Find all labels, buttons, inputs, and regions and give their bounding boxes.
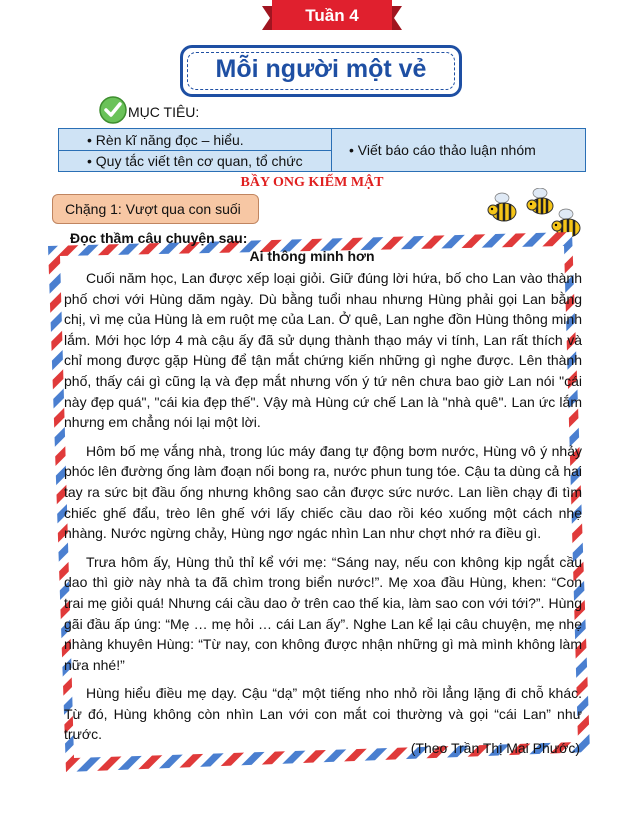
lesson-title-box [180,45,462,97]
game-title: BẦY ONG KIẾM MẬT [240,175,384,190]
objectives-label: MỤC TIÊU: [128,104,200,120]
story-title: Ai thông minh hơn [249,248,375,264]
checkmark-icon [98,95,128,125]
objective-item: • Quy tắc viết tên cơ quan, tổ chức [87,153,303,169]
week-label: Tuần 4 [305,6,359,25]
story-paragraph: Trưa hôm ấy, Hùng thủ thỉ kể với mẹ: “Sáng nay, nếu con không kịp ngắt cầu dao thì giờ này nhà ta đã chìm trong biển nước!”. Mẹ xoa đầu Hùng, khen: “Con trai mẹ giỏi quá! Nhưng cái cầu dao ở trên cao thế kia, làm sao con với tới?”. Hùng gãi đầu ấp úng: “Mẹ … mẹ hỏi … cái Lan ấy”. Nghe Lan kể lại câu chuyện, mẹ nhẹ nhàng khuyên Hùng: “Từ nay, con không được nhận những gì mà mình không làm nữa nhé!” [64,553,582,673]
reading-instruction: Đọc thầm câu chuyện sau: [70,230,248,246]
bee-icon [488,193,516,221]
week-ribbon [262,0,402,34]
story-paragraph: Cuối năm học, Lan được xếp loại giỏi. Giữ đúng lời hứa, bố cho Lan vào thành phố chơi với Hùng dăm ngày. Dù bằng tuổi nhau nhưng Hùng phải gọi Lan bằng chị, vì mẹ của Hùng là em ruột mẹ của Lan. Ở quê, Lan nghe đồn Hùng thông minh lắm. Mới học lớp 4 mà cậu ấy đã sử dụng thành thạo máy vi tính, Lan rất thích và chỉ mong được gặp Hùng để tận mắt chứng kiến những gì nghe được. Lên thành phố, thấy cái gì cũng lạ và đẹp mắt nhưng vốn ý tứ nên chưa bao giờ Lan nói "cái này đẹp quá", "cái kia đẹp thế". Vậy mà Hùng cứ chế Lan là "nhà quê". Lan ức lắm nhưng em chẳng nói lại một lời. [64,270,582,431]
story-source: (Theo Trần Thị Mai Phước) [410,740,580,756]
objectives-table [58,128,586,172]
objective-item: • Viết báo cáo thảo luận nhóm [349,142,536,158]
story-paragraph: Hôm bố mẹ vắng nhà, trong lúc máy đang tự động bơm nước, Hùng vô ý nhảy phóc lên đường ống làm đoạn nối bong ra, nước phun tung tóe. Cậu ta dùng cả hai tay ra sức bịt đầu ống nhưng không sao cản được sức nước. Lan liền chạy đi tìm chiếc ghế đẩu, trèo lên ghế với lấy chiếc cầu dao rồi kéo xuống một cách nhẹ nhàng. Nước ngừng chảy, Hùng ngơ ngác nhìn Lan như chợt nhớ ra điều gì. [64,442,582,542]
story-paragraph: Hùng hiểu điều mẹ dạy. Cậu “dạ” một tiếng nho nhỏ rồi lẳng lặng đi chỗ khác. Từ đó, Hùng không còn nhìn Lan với con mắt coi thường và gọi “cái Lan” như trước. [64,685,582,743]
stage-label: Chặng 1: Vượt qua con suối [52,194,259,224]
lesson-title: Mỗi người một vẻ [215,55,427,83]
objective-item: • Rèn kĩ năng đọc – hiểu. [87,132,244,148]
story-body [64,268,582,753]
bee-icon [527,188,553,214]
